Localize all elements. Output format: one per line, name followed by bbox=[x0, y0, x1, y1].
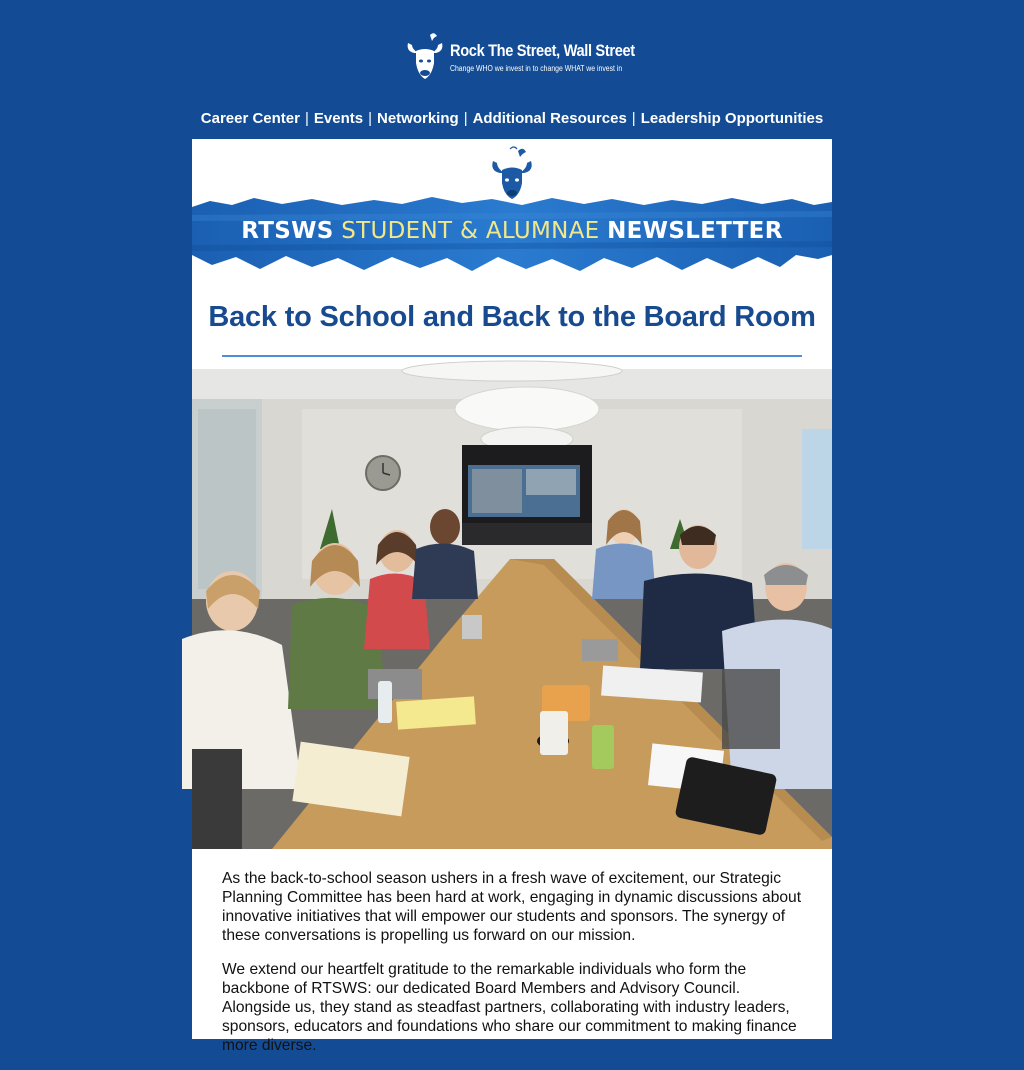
nav-networking[interactable]: Networking bbox=[377, 110, 459, 127]
newsletter-banner bbox=[192, 195, 832, 277]
nav-additional-resources[interactable]: Additional Resources bbox=[472, 110, 627, 127]
headline-divider bbox=[222, 355, 802, 357]
banner-title-rtsws: RTSWS bbox=[241, 218, 334, 244]
logo-name: Rock The Street, Wall Street bbox=[450, 40, 635, 60]
logo-tagline: Change WHO we invest in to change WHAT we invest in bbox=[450, 63, 623, 73]
article-paragraph: We extend our heartfelt gratitude to the remarkable individuals who form the backbone of RTSWS: our dedicated Board Members and Advisory Council. Alongside us, they stand as steadfast partners, collaborating with industry leaders, sponsors, educators and foundations who share our commitment to making finance more diverse. bbox=[222, 961, 797, 1054]
newsletter-card bbox=[192, 139, 832, 1054]
banner-title bbox=[192, 218, 832, 244]
banner-title-newsletter: NEWSLETTER bbox=[607, 218, 783, 244]
banner-title-student-alumnae: STUDENT & ALUMNAE bbox=[341, 218, 600, 244]
nav-separator: | bbox=[631, 110, 636, 127]
article-paragraph: As the back-to-school season ushers in a fresh wave of excitement, our Strategic Planning Committee has been hard at work, engaging in dynamic discussions about innovative initiatives that will empower our students and sponsors. The synergy of these conversations is propelling us forward on our mission. bbox=[222, 870, 802, 944]
bull-emblem-icon bbox=[488, 143, 536, 201]
top-navigation bbox=[0, 110, 1024, 130]
article-body bbox=[222, 869, 807, 1070]
article-headline: Back to School and Back to the Board Room bbox=[208, 301, 816, 333]
nav-separator: | bbox=[463, 110, 468, 127]
nav-events[interactable]: Events bbox=[313, 110, 364, 127]
nav-career-center[interactable]: Career Center bbox=[200, 110, 300, 127]
nav-leadership-opportunities[interactable]: Leadership Opportunities bbox=[640, 110, 824, 127]
bull-logo-icon bbox=[404, 29, 446, 85]
header-logo[interactable] bbox=[404, 28, 634, 86]
nav-separator: | bbox=[368, 110, 372, 127]
nav-separator: | bbox=[304, 110, 309, 127]
board-room-photo bbox=[192, 369, 832, 849]
